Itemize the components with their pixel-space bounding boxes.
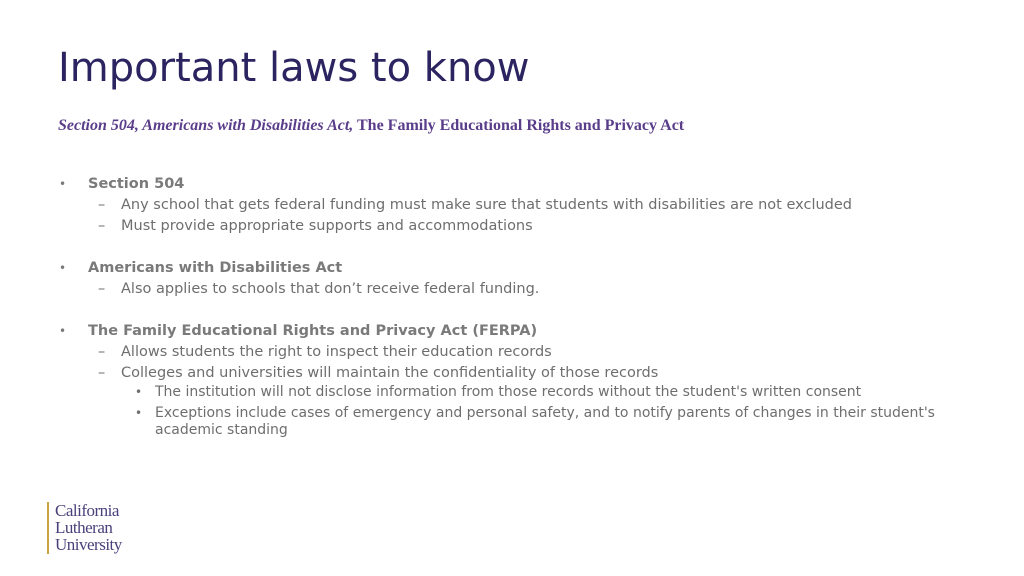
item-text: Also applies to schools that don’t receive federal funding. — [121, 281, 540, 297]
dash-icon: – — [98, 281, 106, 297]
item-text: Must provide appropriate supports and accommodations — [121, 218, 533, 234]
bullet-icon: • — [135, 385, 143, 399]
spacer — [58, 237, 958, 258]
ferpa-subitem — [58, 384, 958, 401]
ferpa-subitem — [58, 405, 958, 439]
subtitle-regular-part: The Family Educational Rights and Privacy Act — [353, 117, 685, 134]
spacer — [58, 300, 958, 321]
subtitle-italic-part: Section 504, Americans with Disabilities Act, — [58, 117, 354, 134]
item-text: Colleges and universities will maintain the confidentiality of those records — [121, 365, 659, 381]
ada-item — [58, 279, 958, 299]
slide-subtitle — [58, 115, 684, 137]
bullet-icon: • — [135, 406, 143, 420]
section-504-heading: Section 504 — [88, 176, 185, 192]
subitem-text: The institution will not disclose information from those records without the student's written consent — [155, 384, 862, 400]
dash-icon: – — [98, 365, 106, 381]
ada-heading: Americans with Disabilities Act — [88, 260, 343, 276]
university-logo — [47, 502, 122, 554]
ferpa-item — [58, 363, 958, 383]
logo-line: University — [55, 535, 122, 554]
subitem-text: Exceptions include cases of emergency and personal safety, and to notify parents of changes in their student's academic standing — [155, 405, 935, 438]
section-504-item — [58, 216, 958, 236]
bullet-icon: • — [59, 177, 67, 191]
ferpa-item — [58, 342, 958, 362]
bullet-ferpa — [58, 321, 958, 341]
bullet-icon: • — [59, 261, 67, 275]
dash-icon: – — [98, 197, 106, 213]
dash-icon: – — [98, 344, 106, 360]
bullet-list — [58, 174, 958, 443]
item-text: Allows students the right to inspect their education records — [121, 344, 552, 360]
ferpa-heading: The Family Educational Rights and Privacy Act (FERPA) — [88, 323, 538, 339]
logo-line: California — [55, 501, 119, 520]
dash-icon: – — [98, 218, 106, 234]
bullet-ada — [58, 258, 958, 278]
bullet-section-504 — [58, 174, 958, 194]
slide-title: Important laws to know — [58, 45, 530, 91]
section-504-item — [58, 195, 958, 215]
item-text: Any school that gets federal funding must make sure that students with disabilities are not excluded — [121, 197, 852, 213]
logo-line: Lutheran — [55, 518, 113, 537]
bullet-icon: • — [59, 324, 67, 338]
